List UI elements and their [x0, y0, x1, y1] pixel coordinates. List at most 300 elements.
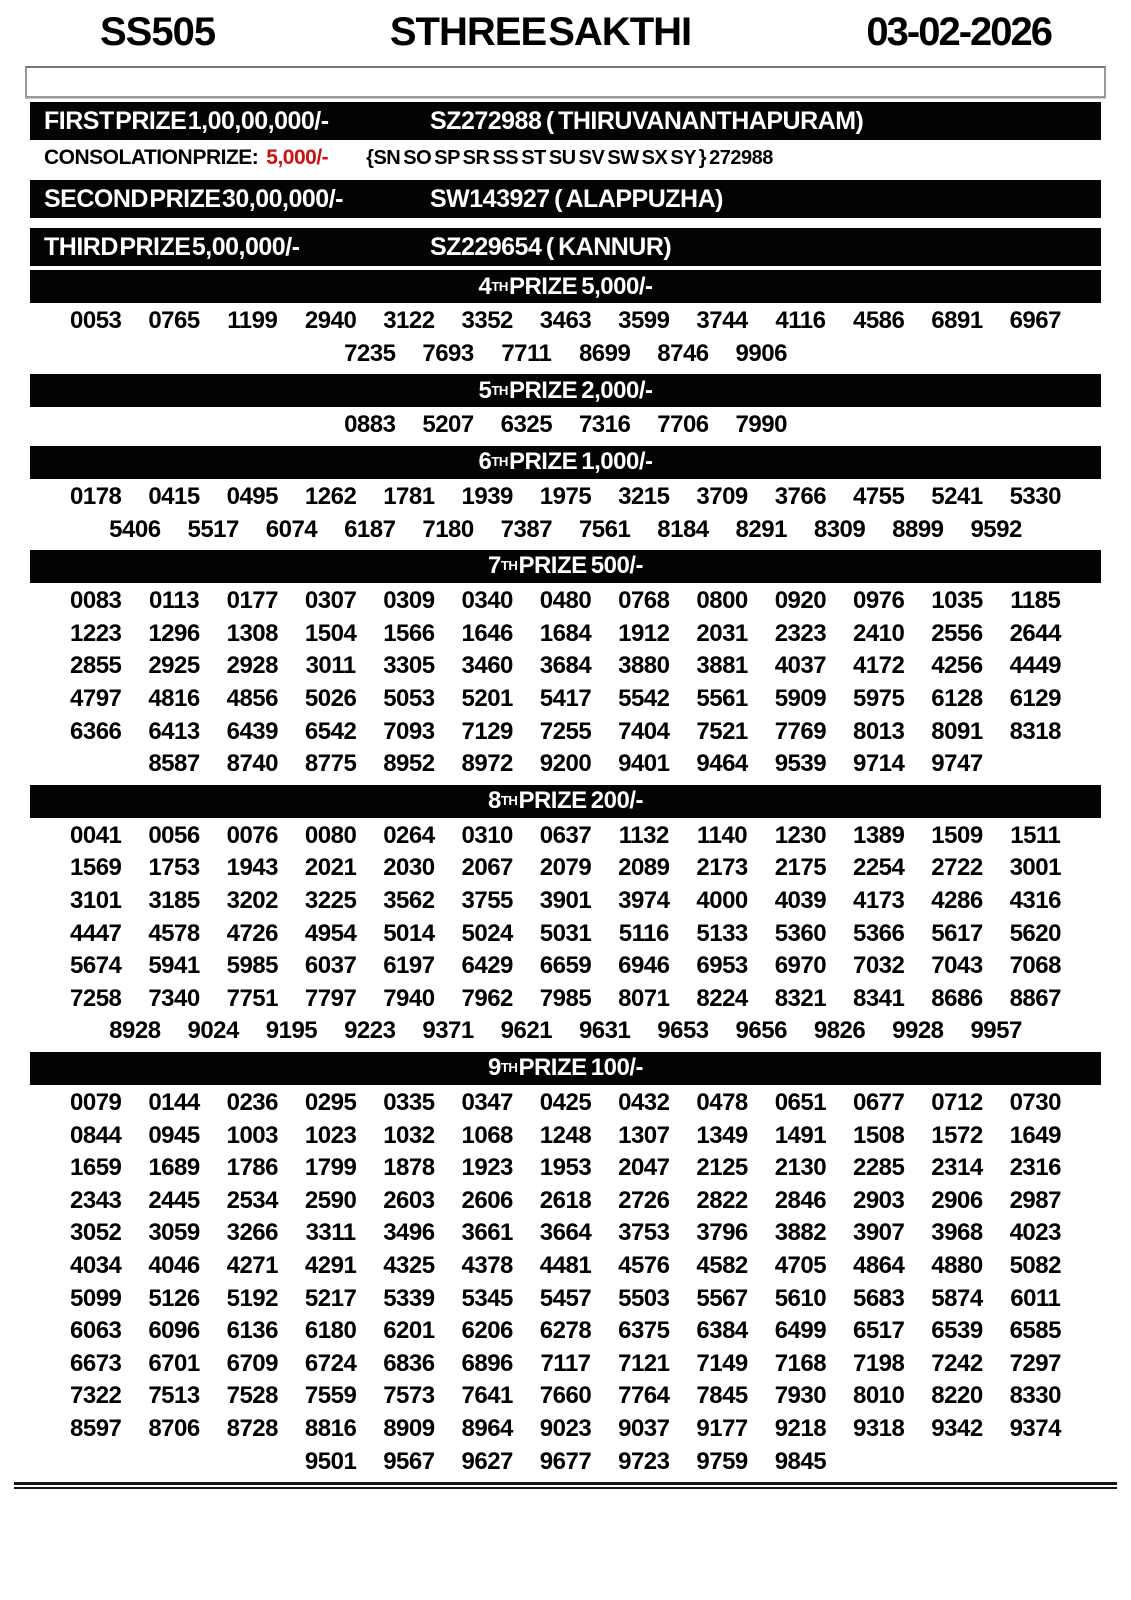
ticket-number: 3968	[931, 1219, 983, 1247]
ticket-number: 7043	[931, 952, 983, 980]
ticket-number: 6129	[1009, 685, 1061, 713]
ticket-number: 1389	[852, 821, 905, 849]
ticket-number: 2067	[461, 854, 513, 882]
ticket-number: 2590	[304, 1186, 357, 1214]
ticket-number: 1786	[226, 1154, 278, 1182]
ticket-number: 3661	[461, 1219, 513, 1247]
lottery-title: STHREE SAKTHI	[389, 10, 692, 54]
ticket-number: 4378	[461, 1251, 513, 1279]
number-row	[28, 1152, 1103, 1185]
ticket-number: 4797	[70, 685, 122, 713]
number-row	[28, 1347, 1103, 1380]
ticket-number: 0264	[383, 821, 435, 849]
ticket-number: 9037	[618, 1414, 670, 1442]
ticket-number: 7559	[304, 1382, 357, 1410]
ticket-number: 4291	[304, 1251, 357, 1279]
number-row	[28, 1184, 1103, 1217]
ticket-number: 0113	[148, 587, 200, 615]
draw-code: SS505	[100, 10, 216, 54]
ticket-number: 6201	[383, 1317, 435, 1345]
ticket-number: 9318	[852, 1414, 905, 1442]
ticket-number: 7845	[696, 1382, 748, 1410]
number-row	[28, 338, 1103, 371]
ticket-number: 9906	[735, 339, 787, 367]
ticket-number: 4037	[774, 652, 827, 680]
ticket-number: 2644	[1009, 619, 1061, 647]
ticket-number: 0651	[774, 1088, 827, 1116]
ticket-number: 6709	[226, 1349, 278, 1377]
ticket-number: 4116	[775, 307, 826, 335]
number-row	[28, 1217, 1103, 1250]
prize-section-6th-prize	[0, 446, 1131, 546]
ticket-number: 6429	[461, 952, 513, 980]
ticket-number: 5366	[852, 919, 905, 947]
ticket-number: 7940	[383, 984, 435, 1012]
ticket-number: 8728	[226, 1414, 278, 1442]
ticket-number: 4286	[931, 887, 983, 915]
ticket-number: 6896	[461, 1349, 513, 1377]
ticket-number: 9714	[852, 750, 905, 778]
ticket-number: 7990	[735, 411, 787, 439]
ticket-number: 9928	[892, 1017, 944, 1045]
ticket-number: 1646	[461, 619, 513, 647]
ticket-number: 0425	[539, 1088, 592, 1116]
ticket-number: 7340	[148, 984, 200, 1012]
second-prize-winner: SW143927 ( ALAPPUZHA)	[430, 184, 723, 213]
ticket-number: 6673	[70, 1349, 122, 1377]
ticket-number: 8775	[304, 750, 357, 778]
ticket-number: 1689	[148, 1154, 200, 1182]
ticket-number: 2940	[304, 307, 357, 335]
ticket-number: 9371	[422, 1017, 474, 1045]
ticket-number: 2534	[226, 1186, 278, 1214]
ticket-number: 8867	[1009, 984, 1061, 1012]
prize-section-4th-prize	[0, 270, 1131, 370]
draw-date: 03-02-2026	[866, 10, 1051, 54]
ticket-number: 1975	[539, 483, 592, 511]
ticket-number: 5617	[931, 919, 983, 947]
ticket-number: 4046	[148, 1251, 200, 1279]
ticket-number: 1032	[383, 1121, 435, 1149]
ticket-number: 5217	[304, 1284, 357, 1312]
ticket-number: 2606	[461, 1186, 513, 1214]
ticket-number: 5620	[1009, 919, 1061, 947]
ticket-number: 7711	[501, 339, 552, 367]
ticket-number: 7930	[774, 1382, 827, 1410]
ticket-number: 8013	[852, 717, 905, 745]
ticket-number: 7255	[539, 717, 592, 745]
ticket-number: 9826	[813, 1017, 866, 1045]
ticket-number: 7297	[1009, 1349, 1061, 1377]
ticket-number: 0920	[774, 587, 827, 615]
ticket-number: 8686	[931, 984, 983, 1012]
ticket-number: 7258	[70, 984, 122, 1012]
ticket-number: 0309	[383, 587, 435, 615]
ticket-number: 0295	[304, 1088, 357, 1116]
ticket-number: 2726	[618, 1186, 670, 1214]
ticket-number: 2285	[852, 1154, 905, 1182]
ticket-number: 2903	[852, 1186, 905, 1214]
ticket-number: 2173	[696, 854, 748, 882]
ticket-number: 2410	[852, 619, 905, 647]
ticket-number: 6096	[148, 1317, 200, 1345]
ticket-number: 2314	[931, 1154, 983, 1182]
ticket-number: 1308	[226, 619, 278, 647]
ticket-number: 9200	[539, 750, 592, 778]
ticket-number: 6499	[774, 1317, 827, 1345]
ticket-number: 0478	[696, 1088, 748, 1116]
ticket-number: 4481	[539, 1251, 592, 1279]
ticket-number: 8928	[109, 1017, 161, 1045]
page-header	[40, 10, 1091, 60]
ticket-number: 8071	[618, 984, 670, 1012]
ticket-number: 1230	[774, 821, 827, 849]
ticket-number: 3001	[1009, 854, 1061, 882]
ticket-number: 8341	[852, 984, 905, 1012]
ticket-number: 7316	[578, 411, 631, 439]
ticket-number: 7962	[461, 984, 513, 1012]
ticket-number: 1923	[461, 1154, 513, 1182]
ticket-number: 6011	[1010, 1284, 1061, 1312]
ticket-number: 9401	[618, 750, 670, 778]
ticket-number: 2079	[539, 854, 592, 882]
ticket-number: 8291	[735, 515, 787, 543]
ticket-number: 4256	[931, 652, 983, 680]
ticket-number: 6891	[931, 307, 983, 335]
ticket-number: 8909	[383, 1414, 435, 1442]
ticket-number: 5133	[696, 919, 748, 947]
ticket-number: 6278	[539, 1317, 592, 1345]
number-row	[28, 1119, 1103, 1152]
ticket-number: 4578	[148, 919, 200, 947]
ticket-number: 6180	[304, 1317, 357, 1345]
ticket-number: 6967	[1009, 307, 1061, 335]
ticket-number: 1572	[931, 1121, 983, 1149]
ticket-number: 9747	[931, 750, 983, 778]
ticket-number: 7149	[696, 1349, 748, 1377]
ticket-number: 2925	[148, 652, 200, 680]
ticket-number: 3684	[539, 652, 592, 680]
ticket-number: 3880	[618, 652, 670, 680]
ticket-number: 8318	[1009, 717, 1061, 745]
ticket-number: 3305	[383, 652, 435, 680]
ticket-number: 1223	[70, 619, 122, 647]
ticket-number: 2987	[1009, 1186, 1061, 1214]
ticket-number: 4449	[1009, 652, 1061, 680]
ticket-number: 3311	[305, 1219, 356, 1247]
ticket-number: 0178	[70, 483, 122, 511]
ticket-number: 1912	[618, 619, 670, 647]
ticket-number: 7706	[657, 411, 709, 439]
number-row	[28, 1282, 1103, 1315]
ticket-number: 1035	[931, 587, 983, 615]
ticket-number: 3352	[461, 307, 513, 335]
ticket-number: 0730	[1009, 1088, 1061, 1116]
consolation-prize-label: CONSOLATION PRIZE:	[44, 146, 259, 169]
ticket-number: 4856	[226, 685, 278, 713]
ticket-number: 4586	[852, 307, 905, 335]
ticket-number: 3755	[461, 887, 513, 915]
ticket-number: 5024	[461, 919, 513, 947]
ticket-number: 4705	[774, 1251, 827, 1279]
ticket-number: 2254	[852, 854, 905, 882]
ticket-number: 1132	[618, 821, 669, 849]
ticket-number: 8899	[892, 515, 944, 543]
number-row	[28, 1250, 1103, 1283]
number-row	[28, 409, 1103, 442]
ticket-number: 9342	[931, 1414, 983, 1442]
prize-section-8th-prize	[0, 785, 1131, 1048]
ticket-number: 8597	[70, 1414, 122, 1442]
ticket-number: 8010	[852, 1382, 905, 1410]
ticket-number: 2125	[696, 1154, 748, 1182]
ticket-number: 2030	[383, 854, 435, 882]
ticket-number: 6128	[931, 685, 983, 713]
ticket-number: 7068	[1009, 952, 1061, 980]
ticket-number: 9759	[696, 1447, 748, 1475]
ticket-number: 9218	[774, 1414, 827, 1442]
ticket-number: 5683	[852, 1284, 905, 1312]
ticket-number: 3709	[696, 483, 748, 511]
ticket-number: 0080	[304, 821, 357, 849]
ticket-number: 6953	[696, 952, 748, 980]
ticket-number: 3059	[148, 1219, 200, 1247]
ticket-number: 2089	[618, 854, 670, 882]
ticket-number: 6074	[265, 515, 318, 543]
ticket-number: 5207	[422, 411, 474, 439]
ticket-number: 1508	[852, 1121, 905, 1149]
ticket-number: 1248	[539, 1121, 592, 1149]
ticket-number: 0236	[226, 1088, 278, 1116]
ticket-number: 0712	[931, 1088, 983, 1116]
ticket-number: 4039	[774, 887, 827, 915]
ticket-number: 4576	[618, 1251, 670, 1279]
ticket-number: 6724	[304, 1349, 357, 1377]
ticket-number: 3460	[461, 652, 513, 680]
ticket-number: 1349	[696, 1121, 748, 1149]
ticket-number: 9621	[500, 1017, 553, 1045]
ticket-number: 5674	[70, 952, 122, 980]
ticket-number: 1262	[304, 483, 357, 511]
ticket-number: 7129	[461, 717, 513, 745]
ticket-number: 6366	[70, 717, 122, 745]
ticket-number: 4880	[931, 1251, 983, 1279]
ticket-number: 6539	[931, 1317, 983, 1345]
ticket-number: 1569	[70, 854, 122, 882]
ticket-number: 6206	[461, 1317, 513, 1345]
third-prize-bar	[30, 228, 1101, 266]
number-row	[28, 585, 1103, 618]
ticket-number: 6037	[304, 952, 357, 980]
ticket-number: 3664	[539, 1219, 592, 1247]
ticket-number: 3266	[226, 1219, 278, 1247]
bottom-double-rule	[14, 1482, 1117, 1489]
ticket-number: 3744	[696, 307, 748, 335]
ticket-number: 1068	[461, 1121, 513, 1149]
ticket-number: 5567	[696, 1284, 748, 1312]
ticket-number: 0307	[304, 587, 357, 615]
ticket-number: 2343	[70, 1186, 122, 1214]
section-title-4th-prize: 4 TH PRIZE 5,000/-	[30, 270, 1101, 303]
ticket-number: 6542	[304, 717, 357, 745]
number-row	[28, 748, 1103, 781]
ticket-number: 8091	[931, 717, 983, 745]
consolation-prize-amount: 5,000/-	[266, 146, 329, 169]
prize-sections	[0, 270, 1131, 1478]
ticket-number: 7242	[931, 1349, 983, 1377]
ticket-number: 5874	[931, 1284, 983, 1312]
ticket-number: 0765	[148, 307, 200, 335]
ticket-number: 1185	[1010, 587, 1061, 615]
ticket-number: 5330	[1009, 483, 1061, 511]
ticket-number: 0844	[70, 1121, 122, 1149]
ticket-number: 2175	[774, 854, 827, 882]
ticket-number: 0495	[226, 483, 278, 511]
ticket-number: 6517	[852, 1317, 905, 1345]
number-row	[28, 618, 1103, 651]
ticket-number: 3215	[618, 483, 670, 511]
ticket-number: 8321	[774, 984, 827, 1012]
number-row	[28, 885, 1103, 918]
ticket-number: 7693	[422, 339, 474, 367]
first-prize-label: FIRST PRIZE 1,00,00,000/-	[44, 106, 329, 135]
ticket-number: 2316	[1009, 1154, 1061, 1182]
section-title-6th-prize: 6 TH PRIZE 1,000/-	[30, 446, 1101, 479]
ticket-number: 6413	[148, 717, 200, 745]
ticket-number: 9845	[774, 1447, 827, 1475]
consolation-prize-row	[30, 140, 1101, 176]
ticket-number: 1684	[539, 619, 592, 647]
number-row	[28, 1380, 1103, 1413]
ticket-number: 7093	[383, 717, 435, 745]
ticket-number: 5031	[539, 919, 592, 947]
ticket-number: 7641	[461, 1382, 513, 1410]
ticket-number: 5503	[618, 1284, 670, 1312]
ticket-number: 4864	[852, 1251, 905, 1279]
ticket-number: 0677	[852, 1088, 905, 1116]
ticket-number: 9195	[265, 1017, 318, 1045]
ticket-number: 1878	[383, 1154, 435, 1182]
ticket-number: 0347	[461, 1088, 513, 1116]
ticket-number: 0637	[539, 821, 592, 849]
ticket-number: 3011	[305, 652, 356, 680]
ticket-number: 1511	[1010, 821, 1061, 849]
ticket-number: 7121	[618, 1349, 670, 1377]
ticket-number: 8972	[461, 750, 513, 778]
ticket-number: 9631	[578, 1017, 631, 1045]
ticket-number: 8699	[578, 339, 631, 367]
ticket-number: 7168	[774, 1349, 827, 1377]
third-prize-label: THIRD PRIZE 5,00,000/-	[44, 232, 300, 261]
ticket-number: 2906	[931, 1186, 983, 1214]
ticket-number: 9023	[539, 1414, 592, 1442]
ticket-number: 7387	[500, 515, 553, 543]
ticket-number: 8746	[657, 339, 709, 367]
ticket-number: 7561	[578, 515, 631, 543]
number-row	[28, 305, 1103, 338]
ticket-number: 1509	[931, 821, 983, 849]
ticket-number: 1199	[227, 307, 278, 335]
ticket-number: 7751	[226, 984, 278, 1012]
ticket-number: 8816	[304, 1414, 357, 1442]
ticket-number: 3225	[304, 887, 357, 915]
number-row	[28, 852, 1103, 885]
ticket-number: 9723	[618, 1447, 670, 1475]
ticket-number: 9653	[657, 1017, 709, 1045]
ticket-number: 9223	[344, 1017, 396, 1045]
ticket-number: 0432	[618, 1088, 670, 1116]
ticket-number: 5339	[383, 1284, 435, 1312]
ticket-number: 6701	[148, 1349, 200, 1377]
number-row	[28, 1015, 1103, 1048]
ticket-number: 3753	[618, 1219, 670, 1247]
ticket-number: 3101	[70, 887, 122, 915]
ticket-number: 2031	[696, 619, 748, 647]
ticket-number: 6197	[383, 952, 435, 980]
spacer	[0, 218, 1131, 224]
ticket-number: 7180	[422, 515, 474, 543]
ticket-number: 6970	[774, 952, 827, 980]
ticket-number: 4023	[1009, 1219, 1061, 1247]
section-title-7th-prize: 7 TH PRIZE 500/-	[30, 550, 1101, 583]
ticket-number: 7032	[852, 952, 905, 980]
ticket-number: 2855	[70, 652, 122, 680]
ticket-number: 5941	[148, 952, 200, 980]
prize-section-7th-prize	[0, 550, 1131, 781]
ticket-number: 1504	[304, 619, 357, 647]
ticket-number: 7513	[148, 1382, 200, 1410]
ticket-number: 3463	[539, 307, 592, 335]
ticket-number: 6439	[226, 717, 278, 745]
ticket-number: 5014	[383, 919, 435, 947]
ticket-number: 9177	[696, 1414, 748, 1442]
ticket-number: 8224	[696, 984, 748, 1012]
ticket-number: 9957	[970, 1017, 1022, 1045]
ticket-number: 0768	[618, 587, 670, 615]
ticket-number: 4000	[696, 887, 748, 915]
ticket-number: 7985	[539, 984, 592, 1012]
ticket-number: 0083	[70, 587, 122, 615]
ticket-number: 7573	[383, 1382, 435, 1410]
ticket-number: 0945	[148, 1121, 200, 1149]
ticket-number: 7235	[344, 339, 396, 367]
ticket-number: 4954	[304, 919, 357, 947]
ticket-number: 4316	[1009, 887, 1061, 915]
ticket-number: 5561	[696, 685, 748, 713]
ticket-number: 5026	[304, 685, 357, 713]
ticket-number: 6187	[344, 515, 396, 543]
ticket-number: 7764	[618, 1382, 670, 1410]
section-title-8th-prize: 8 TH PRIZE 200/-	[30, 785, 1101, 818]
number-row	[28, 950, 1103, 983]
ticket-number: 5985	[226, 952, 278, 980]
ticket-number: 6585	[1009, 1317, 1061, 1345]
ticket-number: 7117	[540, 1349, 591, 1377]
ticket-number: 2021	[304, 854, 357, 882]
ticket-number: 3599	[618, 307, 670, 335]
ticket-number: 7528	[226, 1382, 278, 1410]
ticket-number: 5360	[774, 919, 827, 947]
ticket-number: 2445	[148, 1186, 200, 1214]
ticket-number: 8706	[148, 1414, 200, 1442]
number-row	[28, 513, 1103, 546]
number-row	[28, 983, 1103, 1016]
ticket-number: 0056	[148, 821, 200, 849]
ticket-number: 1943	[226, 854, 278, 882]
ticket-number: 6659	[539, 952, 592, 980]
ticket-number: 0076	[226, 821, 278, 849]
number-row	[28, 1087, 1103, 1120]
